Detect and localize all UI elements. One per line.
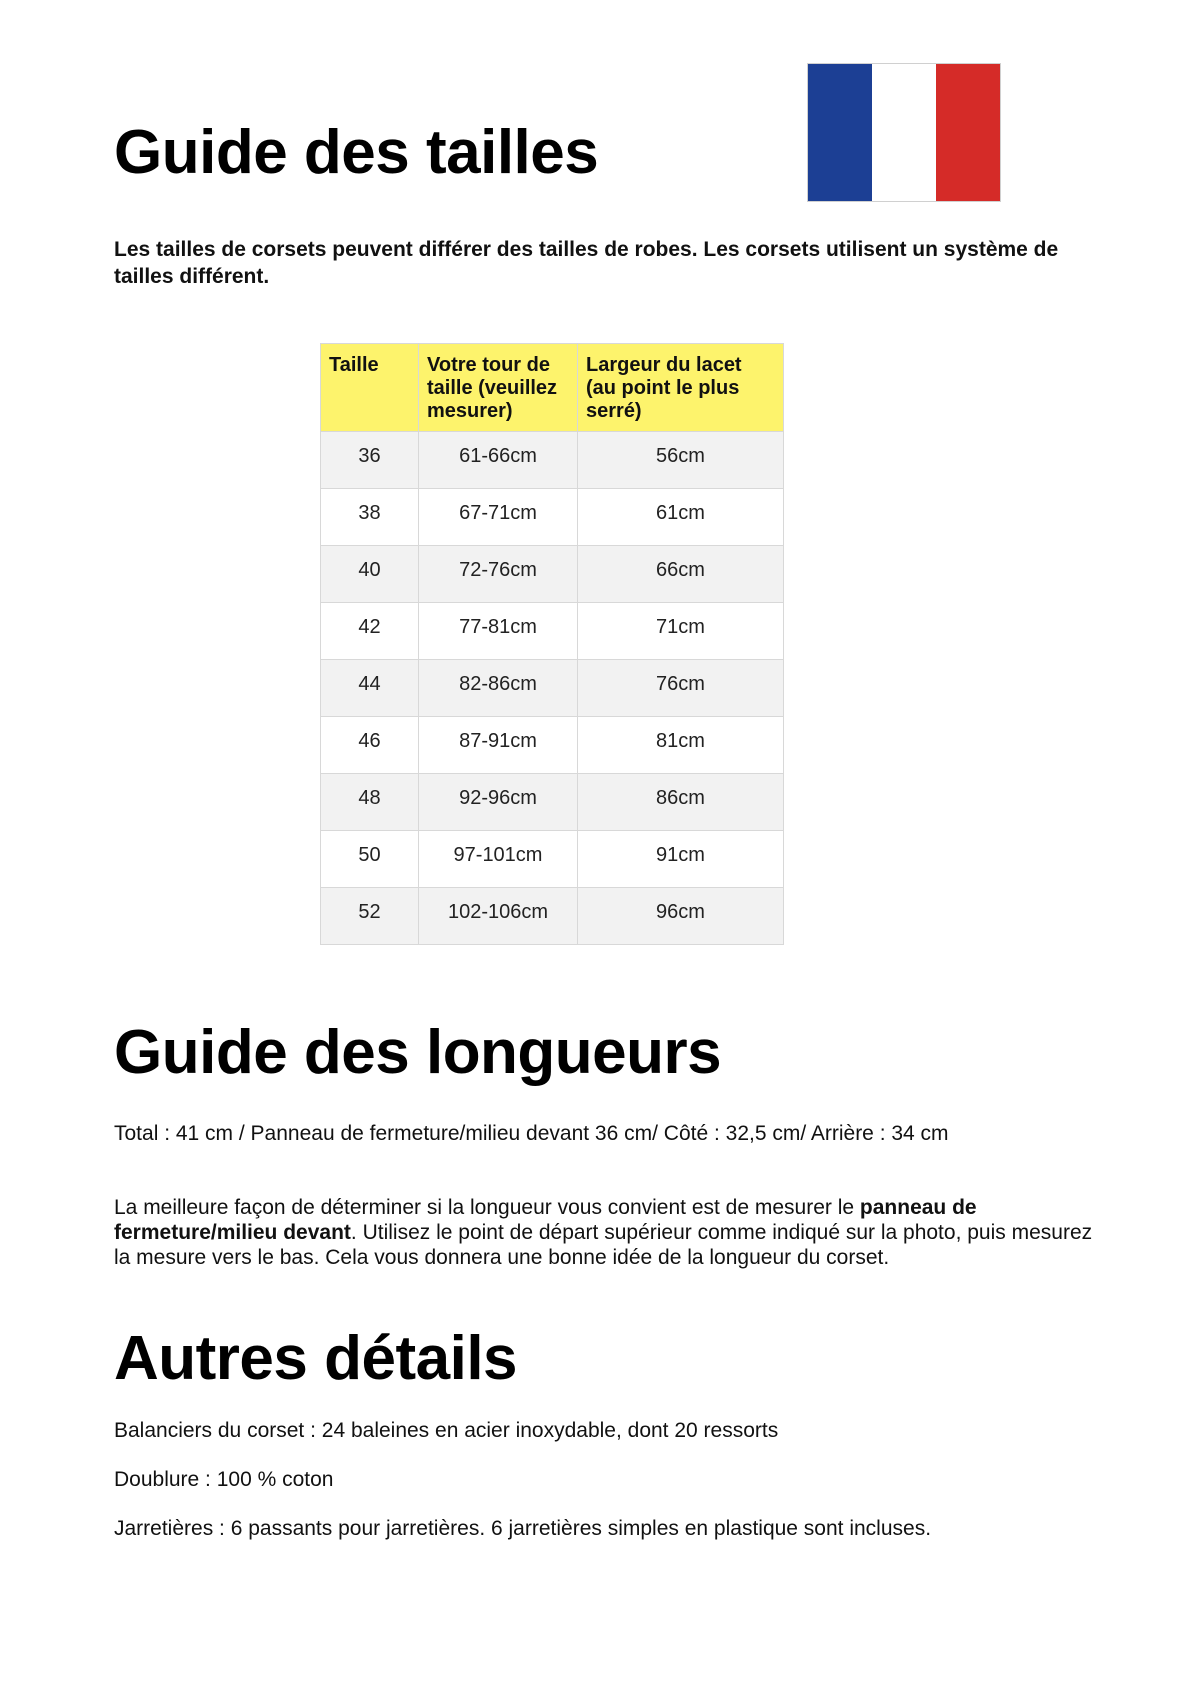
length-guide-title: Guide des longueurs xyxy=(114,1018,722,1087)
other-details-title: Autres détails xyxy=(114,1324,518,1393)
table-row xyxy=(321,717,784,774)
column-header-waist: Votre tour de taille (veuillez mesurer) xyxy=(419,344,578,432)
table-row xyxy=(321,831,784,888)
flag-band-blue xyxy=(808,64,872,201)
flag-band-red xyxy=(936,64,1000,201)
length-description xyxy=(114,1195,1099,1270)
table-row xyxy=(321,888,784,945)
table-row xyxy=(321,432,784,489)
column-header-lacing-width: Largeur du lacet (au point le plus serré) xyxy=(578,344,784,432)
detail-garters: Jarretières : 6 passants pour jarretières. 6 jarretières simples en plastique sont incluses. xyxy=(114,1517,932,1540)
size-cell: 50 xyxy=(321,831,419,888)
size-table-header-row xyxy=(321,344,784,432)
flag-band-white xyxy=(872,64,936,201)
length-description-end: . Utilisez le point de départ supérieur comme indiqué sur la photo, puis mesurez la mesure vers le bas. Cela vous donnera une bonne idée de la longueur du corset. xyxy=(114,1221,1093,1269)
size-cell: 48 xyxy=(321,774,419,831)
length-description-emphasis: panneau de fermeture/milieu devant xyxy=(114,1196,977,1244)
detail-boning: Balanciers du corset : 24 baleines en acier inoxydable, dont 20 ressorts xyxy=(114,1419,779,1442)
lacing-width-cell: 71cm xyxy=(578,603,784,660)
size-cell: 44 xyxy=(321,660,419,717)
lacing-width-cell: 96cm xyxy=(578,888,784,945)
waist-cell: 67-71cm xyxy=(419,489,578,546)
waist-cell: 82-86cm xyxy=(419,660,578,717)
table-row xyxy=(321,546,784,603)
lacing-width-cell: 81cm xyxy=(578,717,784,774)
waist-cell: 72-76cm xyxy=(419,546,578,603)
table-row xyxy=(321,489,784,546)
waist-cell: 102-106cm xyxy=(419,888,578,945)
length-measurements: Total : 41 cm / Panneau de fermeture/milieu devant 36 cm/ Côté : 32,5 cm/ Arrière : 34 cm xyxy=(114,1122,949,1145)
size-table xyxy=(320,343,784,945)
lacing-width-cell: 86cm xyxy=(578,774,784,831)
length-description-start: La meilleure façon de déterminer si la longueur vous convient est de mesurer le xyxy=(114,1196,860,1219)
lacing-width-cell: 61cm xyxy=(578,489,784,546)
waist-cell: 77-81cm xyxy=(419,603,578,660)
column-header-size: Taille xyxy=(321,344,419,432)
size-cell: 38 xyxy=(321,489,419,546)
size-cell: 46 xyxy=(321,717,419,774)
table-row xyxy=(321,603,784,660)
size-guide-title: Guide des tailles xyxy=(114,118,599,187)
table-row xyxy=(321,774,784,831)
size-cell: 42 xyxy=(321,603,419,660)
lacing-width-cell: 76cm xyxy=(578,660,784,717)
french-flag-icon xyxy=(808,64,1000,201)
waist-cell: 97-101cm xyxy=(419,831,578,888)
lacing-width-cell: 91cm xyxy=(578,831,784,888)
lacing-width-cell: 66cm xyxy=(578,546,784,603)
size-cell: 52 xyxy=(321,888,419,945)
waist-cell: 61-66cm xyxy=(419,432,578,489)
waist-cell: 92-96cm xyxy=(419,774,578,831)
detail-lining: Doublure : 100 % coton xyxy=(114,1468,334,1491)
waist-cell: 87-91cm xyxy=(419,717,578,774)
size-cell: 36 xyxy=(321,432,419,489)
size-guide-intro: Les tailles de corsets peuvent différer des tailles de robes. Les corsets utilisent un système de tailles différent. xyxy=(114,238,1059,288)
table-row xyxy=(321,660,784,717)
size-cell: 40 xyxy=(321,546,419,603)
lacing-width-cell: 56cm xyxy=(578,432,784,489)
